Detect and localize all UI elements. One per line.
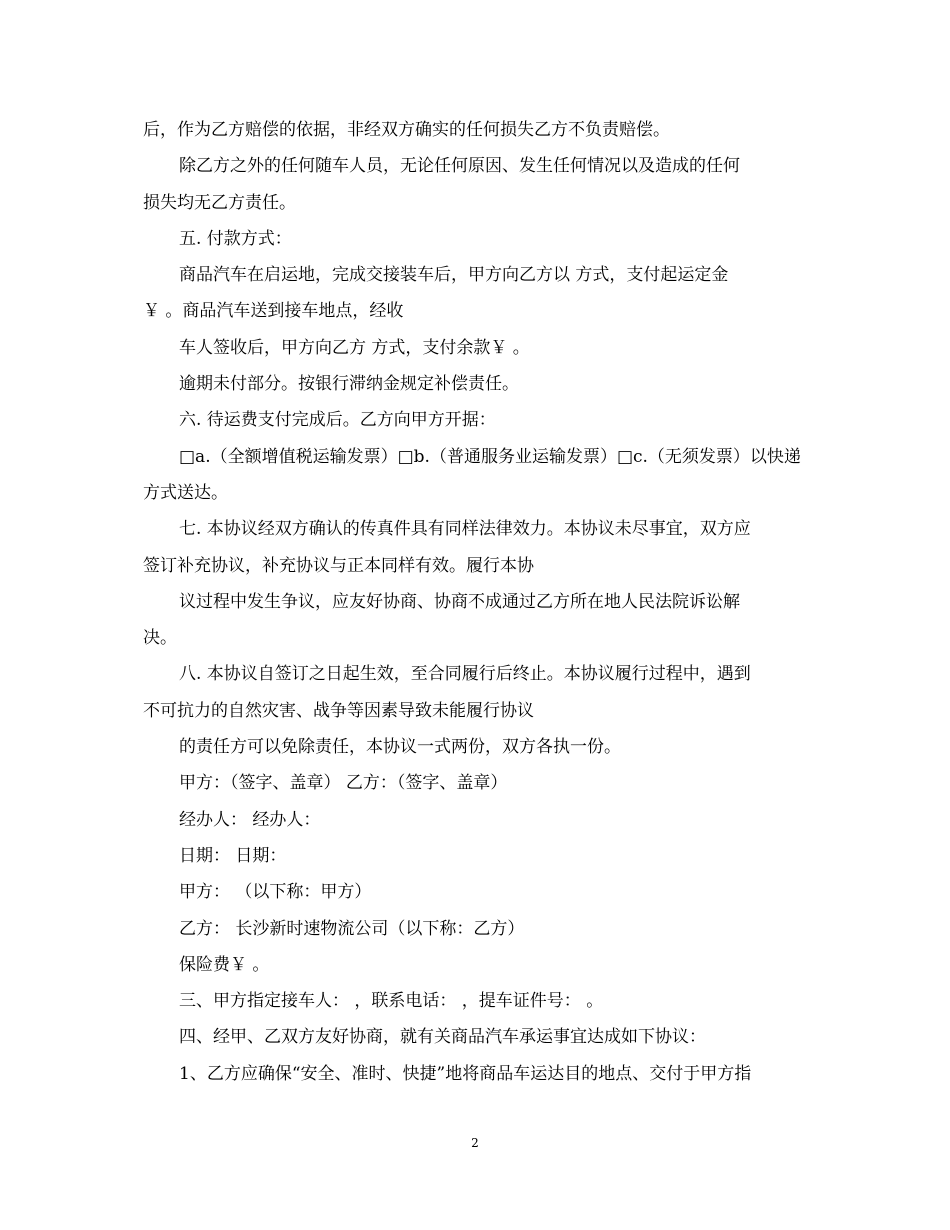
text-line: 乙方： 长沙新时速物流公司（以下称：乙方） (179, 918, 525, 939)
text-line: 日期： 日期： (179, 845, 287, 866)
text-line: 签订补充协议，补充协议与正本同样有效。履行本协 (143, 555, 534, 576)
text-line: 保险费￥ 。 (179, 954, 270, 975)
text-line: ￥ 。商品汽车送到接车地点，经收 (143, 301, 404, 322)
text-line: 商品汽车在启运地，完成交接装车后，甲方向乙方以 方式，支付起运定金 (179, 265, 729, 286)
text-line: 除乙方之外的任何随车人员，无论任何原因、发生任何情况以及造成的任何 (179, 156, 740, 177)
text-line: 甲方： （以下称：甲方） (179, 882, 372, 903)
text-line: 不可抗力的自然灾害、战争等因素导致未能履行协议 (143, 700, 534, 721)
text-line: 五. 付款方式： (179, 228, 292, 249)
text-line: 八. 本协议自签订之日起生效，至合同履行后终止。本协议履行过程中，遇到 (179, 664, 751, 685)
page-number: 2 (471, 1136, 479, 1150)
text-line: 逾期未付部分。按银行滞纳金规定补偿责任。 (179, 374, 519, 395)
text-line: 方式送达。 (143, 482, 228, 503)
text-line: 六. 待运费支付完成后。乙方向甲方开据： (179, 410, 496, 431)
text-line: 1、乙方应确保“安全、准时、快捷”地将商品车运达目的地点、交付于甲方指 (179, 1063, 752, 1084)
text-line: 车人签收后，甲方向乙方 方式，支付余款￥ 。 (179, 337, 530, 358)
text-line: 甲方：（签字、盖章） 乙方：（签字、盖章） (179, 773, 508, 794)
text-line: □a.（全额增值税运输发票）□b.（普通服务业运输发票）□c.（无须发票）以快递 (179, 446, 801, 467)
text-line: 四、经甲、乙双方友好协商，就有关商品汽车承运事宜达成如下协议： (179, 1027, 706, 1048)
text-line: 损失均无乙方责任。 (143, 192, 296, 213)
text-line: 的责任方可以免除责任，本协议一式两份，双方各执一份。 (179, 737, 621, 758)
text-line: 议过程中发生争议，应友好协商、协商不成通过乙方所在地人民法院诉讼解 (179, 591, 740, 612)
text-line: 后，作为乙方赔偿的依据，非经双方确实的任何损失乙方不负责赔偿。 (143, 120, 670, 140)
text-line: 七. 本协议经双方确认的传真件具有同样法律效力。本协议未尽事宜，双方应 (179, 519, 751, 540)
text-line: 三、甲方指定接车人： ，联系电话： ，提车证件号： 。 (179, 991, 604, 1012)
text-line: 决。 (143, 628, 177, 649)
text-line: 经办人： 经办人： (179, 809, 321, 830)
document-body (143, 112, 810, 1092)
